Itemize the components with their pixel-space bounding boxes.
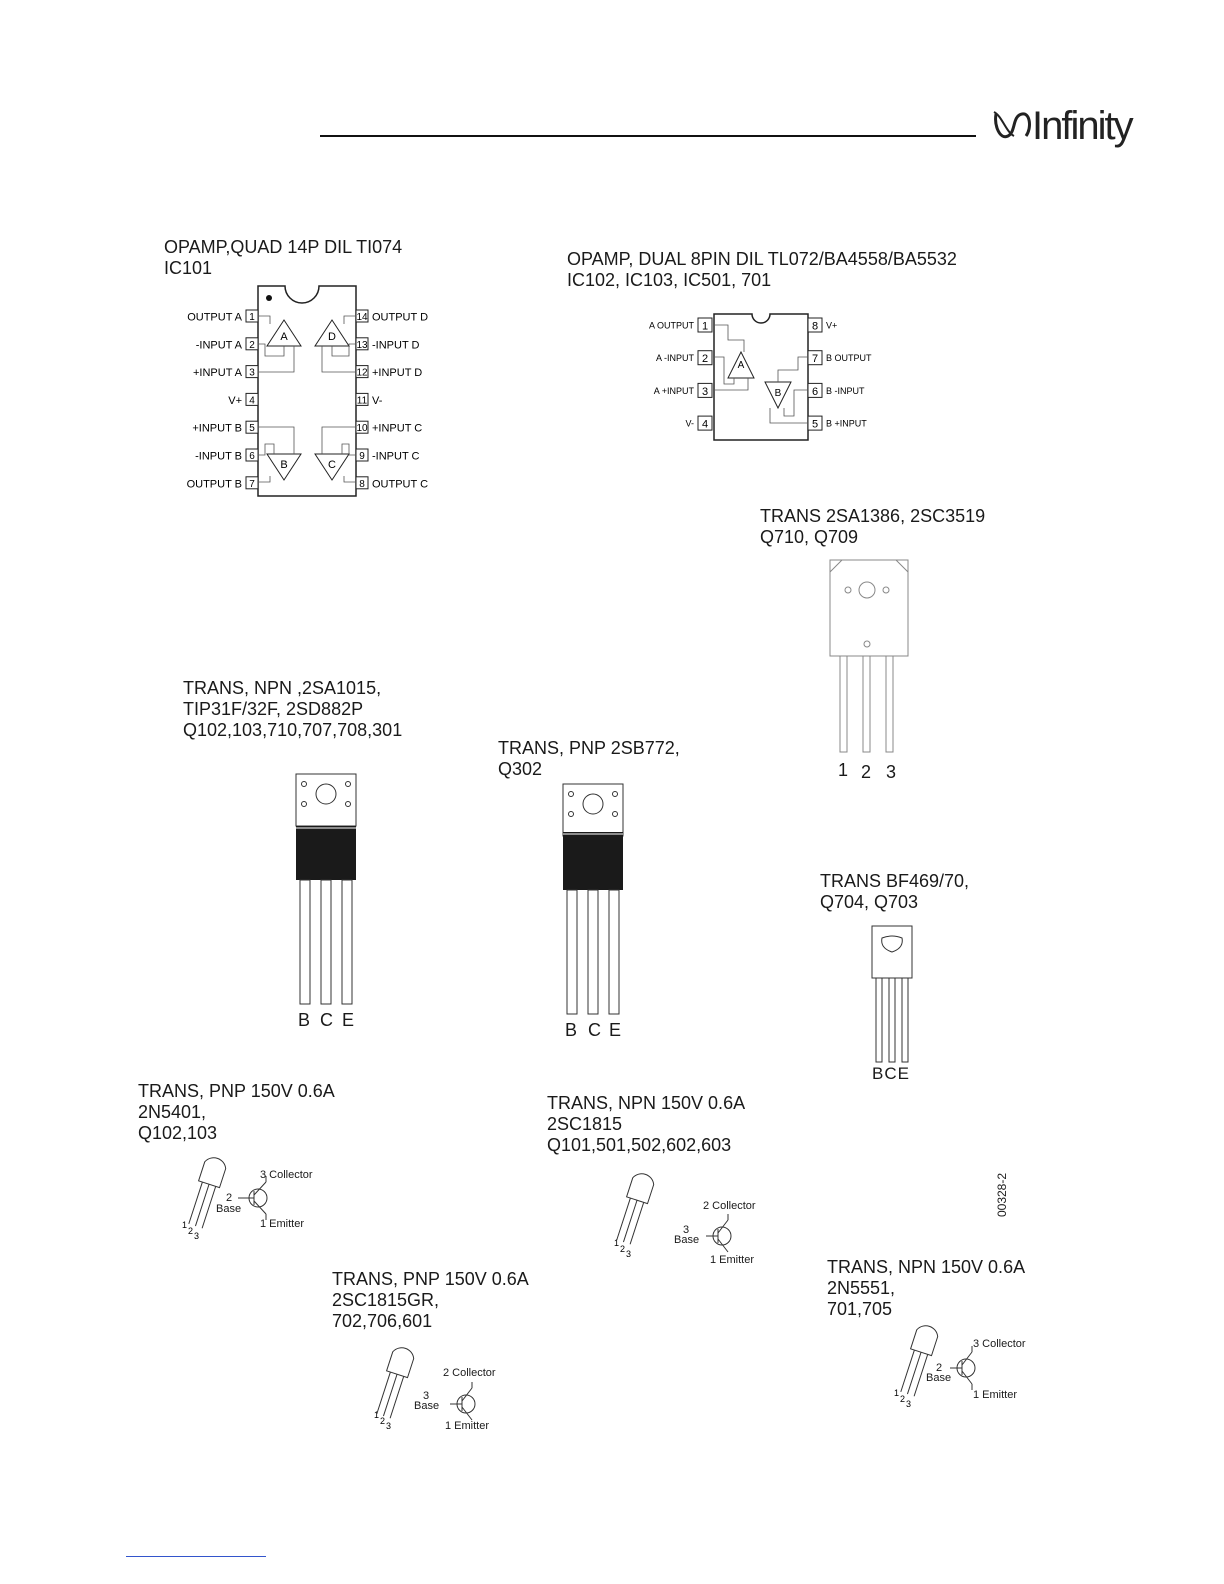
pin-label-5: +INPUT B — [192, 422, 242, 435]
pin-label-3: +INPUT A — [192, 367, 242, 380]
pin-label-7: OUTPUT B — [186, 478, 242, 491]
brand-logo-text: Infinity — [1032, 104, 1132, 148]
to92-a-pin-collector: 3 Collector — [260, 1169, 313, 1181]
to92-c-pin-base: Base — [414, 1400, 440, 1412]
to92-d-pin-emitter: 1 Emitter — [973, 1389, 1018, 1401]
to220-npn-lead-e: E — [342, 1010, 355, 1030]
svg-text:1: 1 — [374, 1410, 380, 1420]
to92-b-pin-collector: 2 Collector — [703, 1200, 756, 1212]
svg-text:2: 2 — [188, 1226, 194, 1236]
pin-label-6: B -INPUT — [826, 385, 865, 396]
to126-leads: BCE — [872, 1064, 910, 1083]
amp-label-a: A — [280, 331, 288, 343]
to92-a-transistor-icon — [176, 1152, 326, 1244]
pin-number-2: 2 — [701, 353, 709, 366]
pin-label-6: -INPUT B — [195, 450, 242, 463]
pin-label-5: B +INPUT — [826, 418, 867, 429]
to126-transistor-icon — [868, 924, 916, 1066]
to92-d-title: TRANS, NPN 150V 0.6A 2N5551, 701,705 — [827, 1257, 1026, 1319]
svg-text:1: 1 — [614, 1238, 620, 1248]
document-number: 00328-2 — [995, 1172, 1010, 1218]
svg-text:2: 2 — [380, 1416, 386, 1426]
pin-label-3: A +INPUT — [653, 385, 694, 396]
svg-text:2: 2 — [620, 1244, 626, 1254]
pin-number-6: 6 — [811, 385, 819, 398]
svg-text:3: 3 — [626, 1249, 632, 1259]
footer-link-line — [126, 1556, 266, 1557]
pin-number-6: 6 — [249, 451, 255, 462]
svg-text:3: 3 — [194, 1231, 200, 1241]
pin-label-8: OUTPUT C — [372, 478, 429, 491]
to220-npn-lead-b: B — [298, 1010, 311, 1030]
amp-label-c: C — [328, 459, 336, 471]
pin-number-7: 7 — [249, 478, 255, 490]
to220-pnp-lead-e: E — [609, 1020, 622, 1040]
pin-label-1: OUTPUT A — [187, 311, 242, 324]
pin-number-4: 4 — [701, 418, 709, 431]
header-rule — [320, 135, 976, 137]
pin-label-4: V+ — [228, 394, 242, 407]
to220-pnp-transistor-icon — [561, 782, 625, 1018]
to220-pnp-lead-b: B — [565, 1020, 578, 1040]
to92-a-pin-base-number: 2 — [226, 1192, 233, 1204]
to92-c-pin-base-number: 3 — [423, 1390, 430, 1402]
pin-label-10: +INPUT C — [372, 422, 423, 435]
pin-label-12: +INPUT D — [372, 367, 423, 380]
dual-opamp-title: OPAMP, DUAL 8PIN DIL TL072/BA4558/BA5532 IC102, IC103, IC501, 701 — [567, 249, 957, 290]
pin-label-2: -INPUT A — [195, 339, 242, 352]
svg-text:3: 3 — [386, 1421, 392, 1431]
pin-number-5: 5 — [249, 423, 255, 435]
amp-label-d: D — [328, 331, 336, 343]
to220-pnp-title: TRANS, PNP 2SB772, Q302 — [498, 738, 680, 779]
svg-text:1: 1 — [182, 1220, 188, 1230]
to126-title: TRANS BF469/70, Q704, Q703 — [820, 871, 970, 912]
to92-d-transistor-icon — [890, 1322, 1040, 1414]
pin-number-3: 3 — [249, 367, 255, 379]
to3p-lead-3: 3 — [886, 762, 897, 782]
to92-b-pin-emitter: 1 Emitter — [710, 1254, 755, 1266]
pin-number-5: 5 — [811, 418, 819, 431]
pin-number-14: 14 — [356, 312, 368, 323]
to92-a-pin-emitter: 1 Emitter — [260, 1218, 305, 1230]
to92-b-title: TRANS, NPN 150V 0.6A 2SC1815 Q101,501,502,602,603 — [547, 1093, 746, 1155]
svg-text:2: 2 — [900, 1394, 906, 1404]
pin-label-14: OUTPUT D — [372, 311, 429, 324]
svg-text:3: 3 — [906, 1399, 912, 1409]
pin-number-13: 13 — [356, 339, 368, 351]
to220-npn-lead-c: C — [320, 1010, 333, 1030]
pin-number-7: 7 — [811, 353, 819, 366]
to92-b-pin-base-number: 3 — [683, 1224, 690, 1236]
to92-b-transistor-icon — [612, 1168, 762, 1260]
to92-a-title: TRANS, PNP 150V 0.6A 2N5401, Q102,103 — [138, 1081, 335, 1143]
to220-npn-title: TRANS, NPN ,2SA1015, TIP31F/32F, 2SD882P Q102,103,710,707,708,301 — [183, 678, 403, 740]
to3p-transistor-icon — [826, 558, 912, 780]
to220-npn-transistor-icon — [294, 772, 358, 1008]
pin-number-11: 11 — [356, 395, 368, 407]
pin-label-2: A -INPUT — [655, 353, 694, 364]
to92-d-pin-collector: 3 Collector — [973, 1338, 1026, 1350]
svg-text:1: 1 — [894, 1388, 900, 1398]
pin-number-4: 4 — [249, 395, 255, 407]
dual-amp-label-b: B — [774, 388, 782, 399]
pin-number-1: 1 — [701, 320, 709, 333]
to92-c-pin-collector: 2 Collector — [443, 1367, 496, 1379]
pin-label-11: V- — [372, 394, 383, 407]
pin-label-8: V+ — [826, 320, 838, 331]
to3p-title: TRANS 2SA1386, 2SC3519 Q710, Q709 — [760, 506, 986, 547]
amp-label-b: B — [280, 459, 288, 471]
pin-label-13: -INPUT D — [372, 339, 420, 352]
infinity-logo-icon — [992, 106, 1036, 146]
pin-number-9: 9 — [359, 451, 365, 462]
pin-number-8: 8 — [811, 320, 819, 333]
to92-b-pin-base: Base — [674, 1234, 700, 1246]
quad-opamp-title: OPAMP,QUAD 14P DIL TI074 IC101 — [164, 237, 403, 278]
pin-number-8: 8 — [359, 478, 365, 490]
pin-number-2: 2 — [249, 339, 255, 351]
to92-d-pin-base: Base — [926, 1372, 952, 1384]
to92-c-pin-emitter: 1 Emitter — [445, 1420, 490, 1432]
pin-number-10: 10 — [356, 423, 368, 435]
dual-amp-label-a: A — [737, 360, 745, 371]
to92-d-pin-base-number: 2 — [936, 1362, 943, 1374]
to220-pnp-lead-c: C — [588, 1020, 601, 1040]
to92-c-title: TRANS, PNP 150V 0.6A 2SC1815GR, 702,706,601 — [332, 1269, 529, 1331]
pin-label-7: B OUTPUT — [826, 353, 872, 364]
quad-opamp-diagram — [170, 282, 450, 504]
pin-label-9: -INPUT C — [372, 450, 420, 463]
to92-a-pin-base: Base — [216, 1203, 242, 1215]
pin-number-3: 3 — [701, 385, 709, 398]
pin-label-1: A OUTPUT — [648, 320, 694, 331]
to3p-lead-2: 2 — [861, 762, 872, 782]
pin-number-12: 12 — [356, 367, 368, 379]
to3p-lead-1: 1 — [838, 760, 849, 780]
pin-label-4: V- — [685, 418, 694, 429]
dual-opamp-diagram — [648, 310, 888, 446]
pin-number-1: 1 — [249, 312, 255, 323]
